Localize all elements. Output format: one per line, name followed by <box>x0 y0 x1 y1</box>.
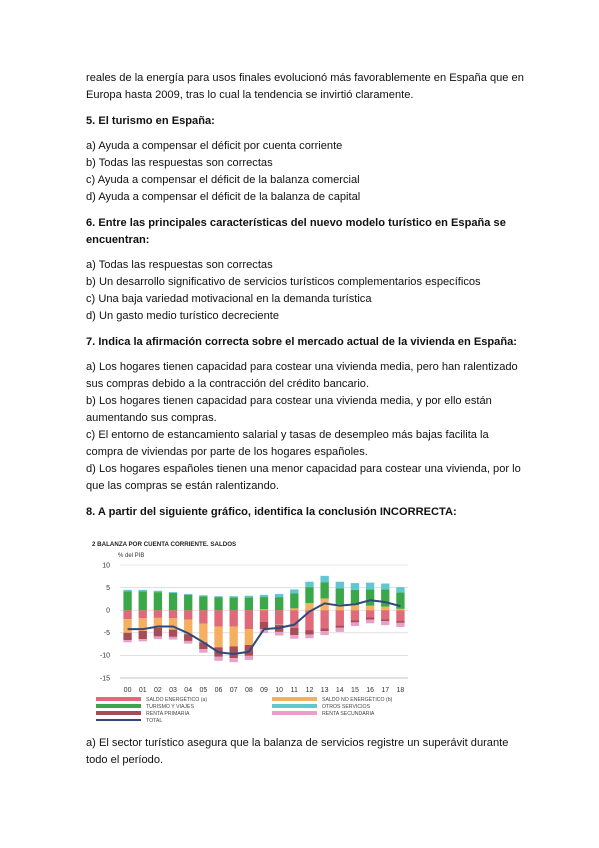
legend-label: RENTA SECUNDARIA <box>322 711 375 717</box>
y-tick-label: 5 <box>106 584 110 592</box>
bar-segment <box>290 635 298 639</box>
bar-segment <box>245 598 253 611</box>
bar-segment <box>154 610 162 618</box>
bar-segment <box>336 610 344 625</box>
bar-segment <box>245 610 253 629</box>
bar-segment <box>154 636 162 639</box>
bar-segment <box>305 630 313 635</box>
bar-segment <box>396 593 404 609</box>
bar-segment <box>184 610 192 619</box>
bar-segment <box>139 590 147 591</box>
y-tick-label: 0 <box>106 607 110 615</box>
bar-segment <box>260 610 268 622</box>
x-tick-label: 17 <box>381 687 390 694</box>
legend-swatch <box>272 711 317 715</box>
x-tick-label: 16 <box>366 687 375 694</box>
bar-segment <box>320 610 328 628</box>
x-tick-label: 05 <box>199 687 208 694</box>
question-5-title: 5. El turismo en España: <box>86 115 215 127</box>
question-6-option-c: c) Una baja variedad motivacional en la demanda turística <box>86 293 372 305</box>
x-tick-label: 15 <box>351 687 359 694</box>
bar-segment <box>275 594 283 597</box>
x-tick-label: 01 <box>138 687 147 694</box>
bar-segment <box>139 639 147 641</box>
x-tick-label: 18 <box>396 687 405 694</box>
x-tick-label: 03 <box>169 687 177 694</box>
bar-segment <box>336 582 344 589</box>
legend-swatch <box>96 711 141 715</box>
x-tick-label: 09 <box>260 687 268 694</box>
y-tick-label: 10 <box>102 562 110 570</box>
bar-segment <box>305 582 313 587</box>
bar-segment <box>123 619 131 633</box>
bar-segment <box>336 628 344 632</box>
y-tick-label: -5 <box>103 630 110 638</box>
bar-segment <box>245 596 253 598</box>
bar-segment <box>275 597 283 610</box>
question-7-option-b: b) Los hogares tienen capacidad para costear una vivienda media, y por ello están aumentando sus compras. <box>86 395 492 424</box>
question-7-option-d: d) Los hogares españoles tienen una menor capacidad para costear una vivienda, por lo que las compras se están ralentizando. <box>86 463 521 492</box>
question-8-option-a: a) El sector turístico asegura que la balanza de servicios registre un superávit durante todo el período. <box>86 737 509 766</box>
question-6-option-b: b) Un desarrollo significativo de servicios turísticos complementarios específicos <box>86 276 481 288</box>
bar-segment <box>245 629 253 645</box>
legend-swatch <box>96 697 141 701</box>
legend-label: RENTA PRIMARIA <box>146 711 190 717</box>
bar-segment <box>366 617 374 619</box>
bar-segment <box>305 635 313 639</box>
bar-segment <box>381 589 389 606</box>
x-tick-label: 13 <box>320 687 329 694</box>
bar-segment <box>260 597 268 609</box>
question-7-title: 7. Indica la afirmación correcta sobre el mercado actual de la vivienda en España: <box>86 336 517 348</box>
bar-segment <box>184 641 192 644</box>
x-tick-label: 04 <box>184 687 193 694</box>
bar-segment <box>290 589 298 593</box>
document-body <box>86 70 526 521</box>
bar-segment <box>336 626 344 628</box>
legend-swatch <box>272 704 317 708</box>
x-tick-label: 14 <box>335 687 344 694</box>
bar-segment <box>290 608 298 610</box>
chart-ylabel: % del PIB <box>118 553 145 559</box>
bar-segment <box>199 649 207 653</box>
x-tick-label: 00 <box>123 687 132 694</box>
bar-segment <box>230 610 238 626</box>
bar-segment <box>214 657 222 661</box>
bar-segment <box>123 640 131 642</box>
bar-segment <box>199 610 207 624</box>
legend-swatch <box>272 697 317 701</box>
bar-segment <box>351 620 359 622</box>
bar-segment <box>396 610 404 621</box>
bar-segment <box>275 610 283 624</box>
bar-segment <box>351 610 359 620</box>
current-account-chart <box>90 538 415 728</box>
bar-segment <box>305 587 313 603</box>
bar-segment <box>260 595 268 597</box>
bar-segment <box>230 626 238 646</box>
question-7-option-a: a) Los hogares tienen capacidad para costear una vivienda media, pero han ralentizado sus compras debido a la contracción del crédito bancario. <box>86 361 518 390</box>
question-6-option-d: d) Un gasto medio turístico decreciente <box>86 310 280 322</box>
x-tick-label: 12 <box>305 687 314 694</box>
bar-segment <box>230 596 238 597</box>
bar-segment <box>154 591 162 592</box>
bar-segment <box>366 606 374 611</box>
bar-segment <box>214 596 222 597</box>
bar-segment <box>320 631 328 635</box>
bar-segment <box>139 610 147 618</box>
bar-segment <box>184 595 192 610</box>
bar-segment <box>169 630 177 637</box>
bar-segment <box>381 584 389 590</box>
bar-segment <box>199 595 207 596</box>
bar-segment <box>396 623 404 627</box>
bar-segment <box>139 591 147 610</box>
bar-segment <box>214 597 222 610</box>
bar-segment <box>169 637 177 640</box>
bar-segment <box>381 621 389 625</box>
x-tick-label: 02 <box>153 687 162 694</box>
bar-segment <box>169 592 177 593</box>
bar-segment <box>199 596 207 610</box>
legend-label: TURISMO Y VIAJES <box>146 704 194 710</box>
bar-segment <box>214 626 222 647</box>
bar-segment <box>123 610 131 619</box>
bar-segment <box>381 607 389 611</box>
bar-segment <box>396 587 404 592</box>
bar-segment <box>260 609 268 610</box>
question-5-option-d: d) Ayuda a compensar el déficit de la balanza de capital <box>86 191 361 203</box>
question-5-option-a: a) Ayuda a compensar el déficit por cuenta corriente <box>86 140 343 152</box>
chart-svg <box>90 538 415 728</box>
bar-segment <box>169 610 177 618</box>
bar-segment <box>275 632 283 636</box>
bar-segment <box>139 631 147 639</box>
bar-segment <box>381 610 389 619</box>
bar-segment <box>290 593 298 608</box>
question-6-title: 6. Entre las principales características del nuevo modelo turístico en España se encuentran: <box>86 217 506 246</box>
bar-segment <box>320 576 328 582</box>
bar-segment <box>214 610 222 626</box>
legend-swatch <box>96 704 141 708</box>
question-5-option-c: c) Ayuda a compensar el déficit de la balanza comercial <box>86 174 360 186</box>
bar-segment <box>154 592 162 610</box>
y-tick-label: -10 <box>99 652 110 660</box>
bar-segment <box>320 582 328 598</box>
bar-segment <box>351 622 359 626</box>
bar-segment <box>123 590 131 591</box>
intro-paragraph: reales de la energía para usos finales evolucionó más favorablemente en España que en Europa hasta 2009, tras lo cual la tendencia se invirtió claramente. <box>86 72 524 101</box>
bar-segment <box>184 594 192 595</box>
x-tick-label: 06 <box>214 687 223 694</box>
bar-segment <box>230 598 238 611</box>
x-tick-label: 11 <box>290 687 298 694</box>
bar-segment <box>245 656 253 660</box>
bar-segment <box>366 620 374 624</box>
bar-segment <box>396 621 404 623</box>
question-6-option-a: a) Todas las respuestas son correctas <box>86 259 273 271</box>
x-tick-label: 07 <box>229 687 238 694</box>
bar-segment <box>351 583 359 590</box>
bar-segment <box>123 633 131 640</box>
chart-title: 2 BALANZA POR CUENTA CORRIENTE. SALDOS <box>92 541 237 548</box>
bar-segment <box>381 619 389 621</box>
legend-label: OTROS SERVICIOS <box>322 704 371 710</box>
x-tick-label: 10 <box>275 687 284 694</box>
legend-label: SALDO ENERGÉTICO (a) <box>146 697 208 703</box>
bar-segment <box>320 628 328 631</box>
bar-segment <box>336 589 344 605</box>
legend-label: TOTAL <box>146 718 163 724</box>
bar-segment <box>290 628 298 635</box>
bar-segment <box>230 658 238 662</box>
question-5-option-b: b) Todas las respuestas son correctas <box>86 157 273 169</box>
bar-segment <box>154 628 162 637</box>
y-tick-label: -15 <box>99 675 110 683</box>
question-8-title: 8. A partir del siguiente gráfico, identifica la conclusión INCORRECTA: <box>86 506 457 518</box>
bar-segment <box>366 589 374 605</box>
question-8-answers <box>86 735 526 769</box>
bar-segment <box>123 591 131 610</box>
bar-segment <box>366 583 374 590</box>
bar-segment <box>169 593 177 610</box>
bar-segment <box>396 609 404 610</box>
question-7-option-c: c) El entorno de estancamiento salarial y tasas de desempleo más bajas facilita la compra de viviendas por parte de los hogares españoles. <box>86 429 489 458</box>
bar-segment <box>351 605 359 610</box>
legend-label: SALDO NO ENERGÉTICO (b) <box>322 697 393 703</box>
x-tick-label: 08 <box>244 687 253 694</box>
bar-segment <box>366 610 374 617</box>
bar-segment <box>230 646 238 658</box>
